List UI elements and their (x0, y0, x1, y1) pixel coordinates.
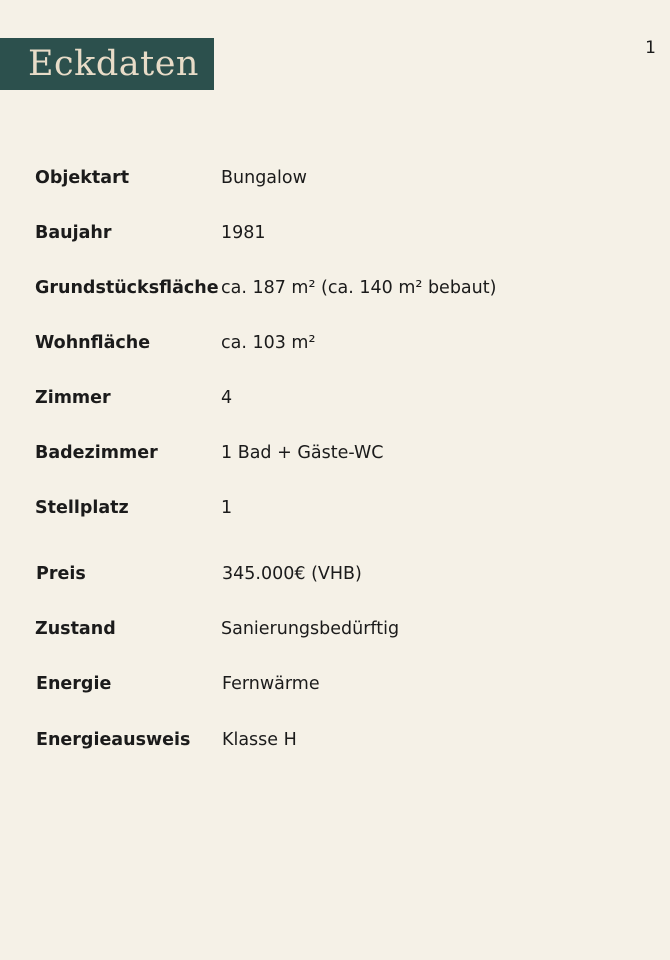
fact-row-grundstuecksflaeche (35, 276, 496, 300)
fact-value: 1 (221, 498, 233, 518)
fact-value: 4 (221, 388, 233, 408)
fact-label: Zustand (35, 619, 116, 639)
fact-label: Objektart (35, 168, 130, 188)
fact-value: ca. 187 m² (ca. 140 m² bebaut) (221, 278, 497, 298)
page-number: 1 (645, 38, 656, 58)
fact-value: Fernwärme (222, 674, 320, 694)
fact-row-zustand (35, 617, 399, 641)
fact-value: 345.000€ (VHB) (222, 564, 362, 584)
fact-value: 1 Bad + Gäste-WC (221, 443, 384, 463)
fact-label: Zimmer (35, 388, 111, 408)
fact-label: Baujahr (35, 223, 112, 243)
fact-label: Energieausweis (36, 730, 191, 750)
fact-row-objektart (35, 166, 307, 190)
fact-row-stellplatz (35, 496, 232, 520)
fact-label: Preis (36, 564, 86, 584)
fact-label: Stellplatz (35, 498, 129, 518)
fact-row-baujahr (35, 221, 266, 245)
fact-value: Bungalow (221, 168, 307, 188)
fact-value: Klasse H (222, 730, 297, 750)
fact-row-energieausweis (36, 728, 297, 752)
fact-label: Energie (36, 674, 112, 694)
fact-row-preis (36, 562, 362, 586)
fact-value: ca. 103 m² (221, 333, 316, 353)
fact-row-badezimmer (35, 441, 383, 465)
fact-row-wohnflaeche (35, 331, 316, 355)
fact-row-zimmer (35, 386, 232, 410)
fact-value: 1981 (221, 223, 266, 243)
fact-label: Badezimmer (35, 443, 158, 463)
fact-row-energie (36, 672, 320, 696)
page-title: Eckdaten (28, 43, 199, 84)
fact-value: Sanierungsbedürftig (221, 619, 400, 639)
fact-label: Grundstücksfläche (35, 278, 219, 298)
fact-label: Wohnfläche (35, 333, 151, 353)
title-banner (0, 38, 214, 90)
